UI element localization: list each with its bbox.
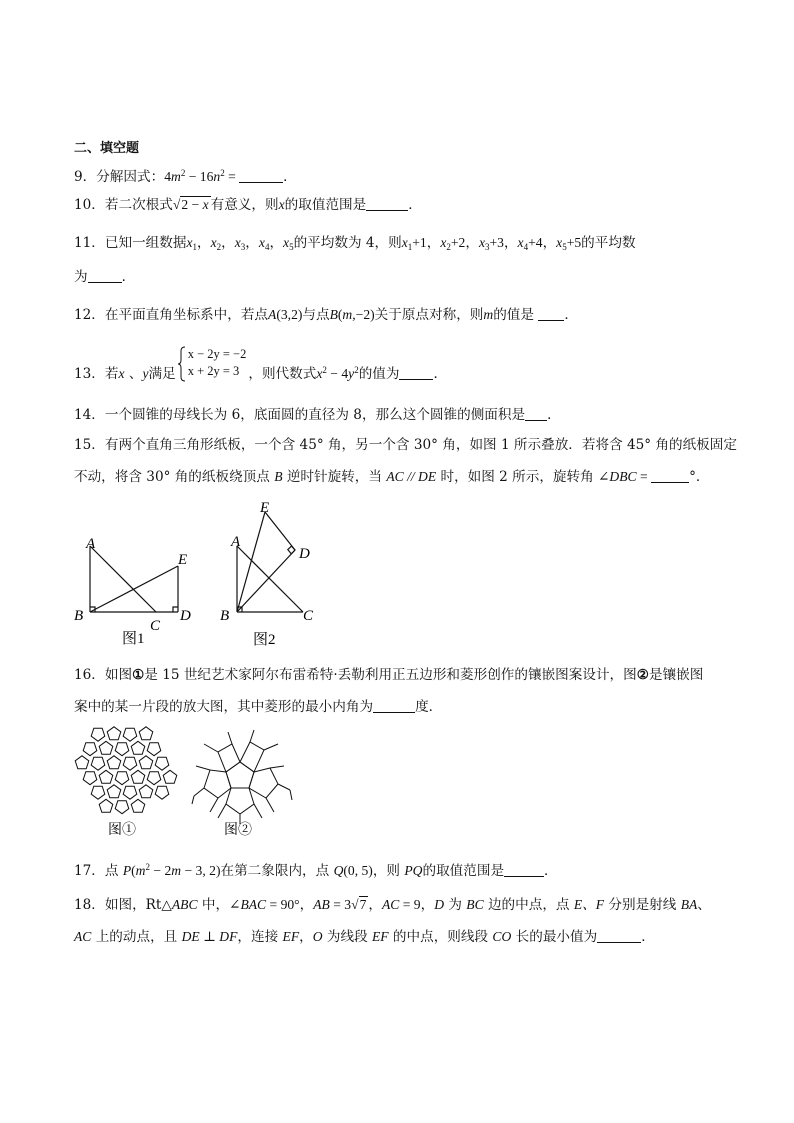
question-16 [74, 666, 703, 684]
question-text: 若 [104, 365, 119, 382]
edge [194, 788, 204, 796]
variable: x [278, 197, 285, 212]
segment-be [90, 566, 178, 612]
coordinates: ,−2) [352, 307, 375, 322]
tessellation-pentagon [131, 770, 145, 783]
addend: +2 [450, 235, 466, 250]
answer-blank[interactable] [399, 367, 433, 380]
tessellation-pentagon [131, 799, 145, 812]
addend: +3 [489, 235, 504, 250]
tessellation-pentagon [131, 741, 145, 754]
question-15-line2 [74, 468, 709, 486]
separator: ， [465, 235, 479, 251]
variable: y [142, 365, 149, 381]
tessellation-pentagon [91, 757, 105, 770]
separator: ， [299, 929, 313, 945]
question-number: 15． [74, 437, 105, 453]
separator: ， [197, 235, 211, 251]
equals: = [224, 169, 240, 184]
variable: x [118, 365, 125, 381]
tessellation-pentagon [99, 799, 113, 812]
question-13 [74, 346, 447, 386]
edge [250, 730, 254, 742]
tessellation-pentagon [83, 743, 97, 756]
point-label-b: B [74, 608, 84, 624]
question-number: 11． [74, 235, 105, 251]
tessellation-pentagon [115, 772, 129, 785]
answer-blank[interactable] [504, 864, 544, 877]
tessellation-pentagon [91, 786, 105, 799]
answer-blank[interactable] [597, 930, 641, 943]
edge [266, 798, 274, 812]
question-18-line2 [74, 928, 655, 946]
question-text: 长的最小值为 [511, 929, 598, 945]
tessellation-pentagon [147, 772, 161, 785]
section-title: 二、填空题 [74, 141, 140, 156]
tessellation-pentagon [75, 756, 89, 769]
subscript: 5 [289, 242, 294, 252]
parallel-condition: AC // DE [386, 469, 437, 484]
question-text: 的取值范围是 [284, 197, 367, 213]
question-text: 案中的某一片段的放大图，其中菱形的最小内角为 [74, 699, 374, 715]
question-text: 是 15 世纪艺术家阿尔布雷希特·丢勒利用正五边形和菱形创作的镶嵌图案设计，图 [144, 667, 637, 683]
period: ． [121, 269, 136, 285]
variable: x [234, 235, 241, 250]
addend: +1 [412, 235, 427, 250]
separator: 、 [124, 365, 143, 382]
radicand-text: 2 − [181, 197, 203, 212]
point-label-a: A [231, 534, 241, 550]
question-text: 点 [104, 863, 123, 879]
point-label-d: D [180, 608, 191, 624]
question-number: 12． [74, 307, 105, 323]
exponent: 2 [145, 862, 150, 872]
question-11 [74, 234, 636, 256]
tessellation-pentagon [115, 801, 129, 814]
radicand: 7 [359, 897, 367, 912]
question-12 [74, 306, 578, 324]
angle-label: BAC [240, 897, 267, 912]
variable: n [213, 169, 221, 184]
point-label: B [274, 469, 283, 484]
answer-blank[interactable] [366, 198, 408, 211]
edge [254, 804, 262, 818]
question-text: 不动，将含 30° 角的纸板绕顶点 [74, 469, 275, 485]
question-16-line2 [74, 698, 442, 716]
edge [218, 804, 226, 818]
question-text: ，则 [372, 863, 405, 879]
tessellation-pentagon [99, 770, 113, 783]
point-label-e: E [178, 552, 188, 568]
subscript: 1 [407, 242, 413, 252]
point-label-c: C [303, 608, 314, 624]
subscript: 2 [446, 242, 451, 252]
question-text: 如图，Rt△ [104, 897, 172, 913]
figure-1 [70, 528, 200, 654]
edge [270, 766, 284, 768]
tessellation-pentagon [123, 786, 137, 799]
subscript: 4 [264, 242, 270, 252]
separator: ， [542, 235, 557, 251]
point-label: P [122, 863, 132, 878]
separator: 、 [697, 897, 711, 913]
equation-2: x + 2y = 3 [187, 364, 240, 378]
exponent: 2 [220, 168, 225, 178]
point-labels: E、F [573, 897, 605, 912]
point-label-c: C [150, 618, 161, 634]
coordinates: (3,2) [276, 307, 303, 322]
tessellation-pentagon [163, 770, 177, 783]
edge [278, 784, 290, 790]
tessellation-pentagon [107, 727, 121, 740]
answer-blank[interactable] [538, 308, 564, 321]
question-text: ，连接 [237, 929, 283, 945]
segment-label: EF [282, 929, 300, 944]
subscript: 4 [523, 242, 529, 252]
question-text: 边的中点，点 [483, 897, 574, 913]
segment-ac [90, 546, 156, 612]
question-text: 关于原点对称，则 [374, 307, 484, 323]
variable: y [348, 365, 355, 381]
variable: x [258, 235, 265, 250]
question-text: 分解因式： [96, 169, 165, 185]
rhombus-top-right [240, 742, 264, 772]
exponent: 2 [322, 364, 327, 375]
equals: = [636, 469, 652, 484]
tessellation-pentagon [99, 741, 113, 754]
variable: x [186, 235, 193, 250]
question-text: = 90°， [266, 897, 314, 912]
period: ． [283, 169, 297, 185]
tessellation-pentagon [139, 756, 153, 769]
segment-label: CO [492, 929, 512, 944]
tessellation-pentagon [123, 757, 137, 770]
question-number: 18． [74, 897, 105, 913]
question-text: 在第二象限内，点 [220, 863, 334, 879]
question-number: 14． [74, 407, 105, 423]
point-label: A [268, 307, 277, 322]
operator: − 2 [150, 863, 172, 878]
question-text: 有意义，则 [210, 197, 279, 213]
pentagon-right [249, 768, 278, 798]
point-label: Q [333, 863, 344, 878]
exponent: 2 [354, 364, 359, 375]
question-text: = 9， [399, 897, 435, 912]
question-text: 的中点，则线段 [388, 929, 493, 945]
figure-ref: ② [636, 667, 649, 683]
question-10 [74, 196, 422, 214]
question-9 [74, 164, 297, 186]
segment-label: BC [466, 897, 484, 912]
ray-label: BA [680, 897, 698, 912]
question-text: 为线段 [322, 929, 372, 945]
period: ． [544, 863, 558, 879]
period: °． [689, 469, 710, 485]
tessellation-pentagon [83, 772, 97, 785]
variable: m [171, 169, 181, 184]
tessellation-pentagon [115, 743, 129, 756]
edge [228, 732, 232, 744]
separator: ， [503, 235, 518, 251]
variable: x [316, 365, 323, 381]
operator: − 16 [185, 169, 214, 184]
edge [290, 790, 292, 800]
figure-ref: ① [132, 667, 145, 683]
question-text: 如图 [104, 667, 133, 683]
coordinates: (0, 5) [343, 863, 373, 878]
triangle-label: ABC [171, 897, 198, 912]
point-label: O [312, 929, 323, 944]
question-text: 与点 [302, 307, 330, 323]
tessellation-pentagon [107, 785, 121, 798]
exponent: 2 [180, 168, 186, 178]
question-text: 为 [74, 269, 88, 285]
subscript: 5 [562, 242, 567, 252]
variable: m [135, 863, 146, 878]
separator: ， [269, 235, 284, 251]
operator: − 4 [326, 365, 349, 381]
variable: x [440, 235, 447, 250]
variable: m [483, 307, 494, 322]
point-label: B [329, 307, 338, 322]
tessellation-pentagon [123, 728, 137, 741]
question-text: 分别是射线 [604, 897, 681, 913]
addend: +5 [566, 235, 582, 250]
question-text: = 3 [329, 897, 352, 912]
question-text: 上的动点，且 [91, 929, 182, 945]
edge [210, 798, 218, 812]
variable: x [283, 235, 290, 250]
question-text: 的值是 [493, 307, 539, 323]
pentagon-bottom [226, 788, 254, 814]
period: ． [408, 197, 422, 213]
variable: m [342, 307, 353, 322]
subscript: 1 [192, 242, 198, 252]
subscript: 3 [240, 242, 246, 252]
edge [196, 766, 210, 770]
question-text: 逆时针旋转，当 [282, 469, 387, 485]
question-18 [74, 896, 711, 914]
answer-blank[interactable] [373, 700, 415, 713]
figure-fragment [188, 722, 296, 838]
paren: ( [337, 307, 343, 322]
paren: ( [131, 863, 136, 878]
question-text: 的取值范围是 [422, 863, 505, 879]
period: ． [641, 929, 655, 945]
point-label: D [434, 897, 445, 912]
edge [192, 796, 194, 804]
separator: ， [245, 235, 259, 251]
variable: x [210, 235, 217, 250]
question-text: 有两个直角三角形纸板，一个含 45° 角，另一个含 30° 角，如图 1 所示叠放．若将含 45° 角的纸板固定 [104, 437, 737, 453]
question-text: 度． [415, 699, 443, 715]
addend: +4 [528, 235, 543, 250]
question-11-line2 [74, 268, 135, 286]
question-15 [74, 436, 737, 454]
tessellation-pentagon [139, 785, 153, 798]
equation-1: x − 2y = −2 [187, 347, 247, 361]
question-text: 的平均数 [581, 235, 636, 251]
question-text: 的平均数为 4，则 [293, 235, 402, 251]
radicand [180, 196, 210, 212]
variable: x [478, 235, 485, 250]
question-13-suffix [248, 366, 447, 382]
variable: x [556, 235, 563, 250]
separator: ， [221, 235, 235, 251]
right-angle-mark-d [288, 546, 295, 554]
question-text: 的值为 [358, 365, 400, 382]
segment-ed [265, 512, 295, 550]
radical-sign: √ [351, 897, 359, 912]
answer-blank[interactable] [651, 470, 689, 483]
point-label-a: A [86, 536, 96, 552]
angle-label: DBC [609, 469, 637, 484]
question-text: ，则代数式 [248, 365, 317, 382]
tessellation-pentagon [107, 756, 121, 769]
point-label-b: B [220, 608, 230, 624]
figure-tessellation [70, 722, 178, 838]
period: ． [547, 407, 561, 423]
question-text: 已知一组数据 [104, 235, 187, 251]
question-text: 时，如图 2 所示，旋转角 ∠ [436, 469, 610, 485]
edge [264, 744, 278, 750]
perpendicular-condition: DE ⊥ DF [181, 929, 238, 944]
figure-caption: 图① [108, 823, 136, 838]
question-text: 是镶嵌图 [648, 667, 704, 683]
ray-label: AC [74, 929, 92, 944]
radical-sign: √ [172, 197, 181, 212]
tessellation-pentagon [155, 786, 169, 799]
separator: ， [368, 897, 382, 913]
question-text: 若二次根式 [104, 197, 173, 213]
pentagon-left [204, 770, 231, 798]
segment-label: PQ [404, 863, 423, 878]
answer-blank[interactable] [239, 170, 283, 183]
figure-caption: 图② [224, 823, 252, 838]
square-root [351, 896, 368, 914]
right-angle-mark-d [173, 607, 178, 612]
question-number: 17． [74, 863, 105, 879]
segment-label: EF [372, 929, 389, 944]
figure-caption: 图2 [253, 632, 276, 648]
variable: x [202, 197, 209, 212]
variable: m [171, 863, 182, 878]
question-number: 9． [74, 169, 97, 185]
question-number: 10． [74, 197, 105, 213]
segment-label: AC [381, 897, 400, 912]
question-text: 在平面直角坐标系中，若点 [104, 307, 269, 323]
answer-blank[interactable] [88, 270, 122, 283]
question-13-prefix [74, 366, 176, 382]
square-root [173, 196, 211, 214]
tessellation-pentagon [139, 727, 153, 740]
question-text: 满足 [148, 365, 176, 382]
question-17 [74, 858, 558, 880]
rhombus-top [218, 744, 240, 772]
question-14 [74, 406, 561, 424]
tessellation-pentagon [155, 757, 169, 770]
variable: x [517, 235, 524, 250]
tessellation-pattern [75, 727, 177, 814]
figure-caption: 图1 [122, 631, 145, 647]
subscript: 3 [484, 242, 490, 252]
period: ． [564, 307, 578, 323]
tessellation-pentagon [147, 743, 161, 756]
segment-label: AB [313, 897, 330, 912]
figure-2 [215, 498, 325, 654]
coefficient: 4 [164, 169, 172, 184]
point-label-d: D [299, 546, 310, 562]
tessellation-pentagon [91, 728, 105, 741]
question-number: 13． [74, 365, 105, 382]
variable: x [401, 235, 408, 250]
subscript: 2 [216, 242, 222, 252]
equation-system [178, 346, 247, 380]
question-text: 为 [444, 897, 467, 913]
point-label-e: E [260, 500, 270, 516]
brace-icon [178, 346, 186, 382]
question-text: 一个圆锥的母线长为 6，底面圆的直径为 8，那么这个圆锥的侧面积是 [104, 407, 526, 423]
period: ． [433, 365, 448, 382]
coordinates: − 3, 2) [181, 863, 221, 878]
question-text: 中，∠ [197, 897, 241, 913]
edge [204, 744, 218, 752]
question-number: 16． [74, 667, 105, 683]
answer-blank[interactable] [525, 408, 547, 421]
separator: ， [426, 235, 441, 251]
